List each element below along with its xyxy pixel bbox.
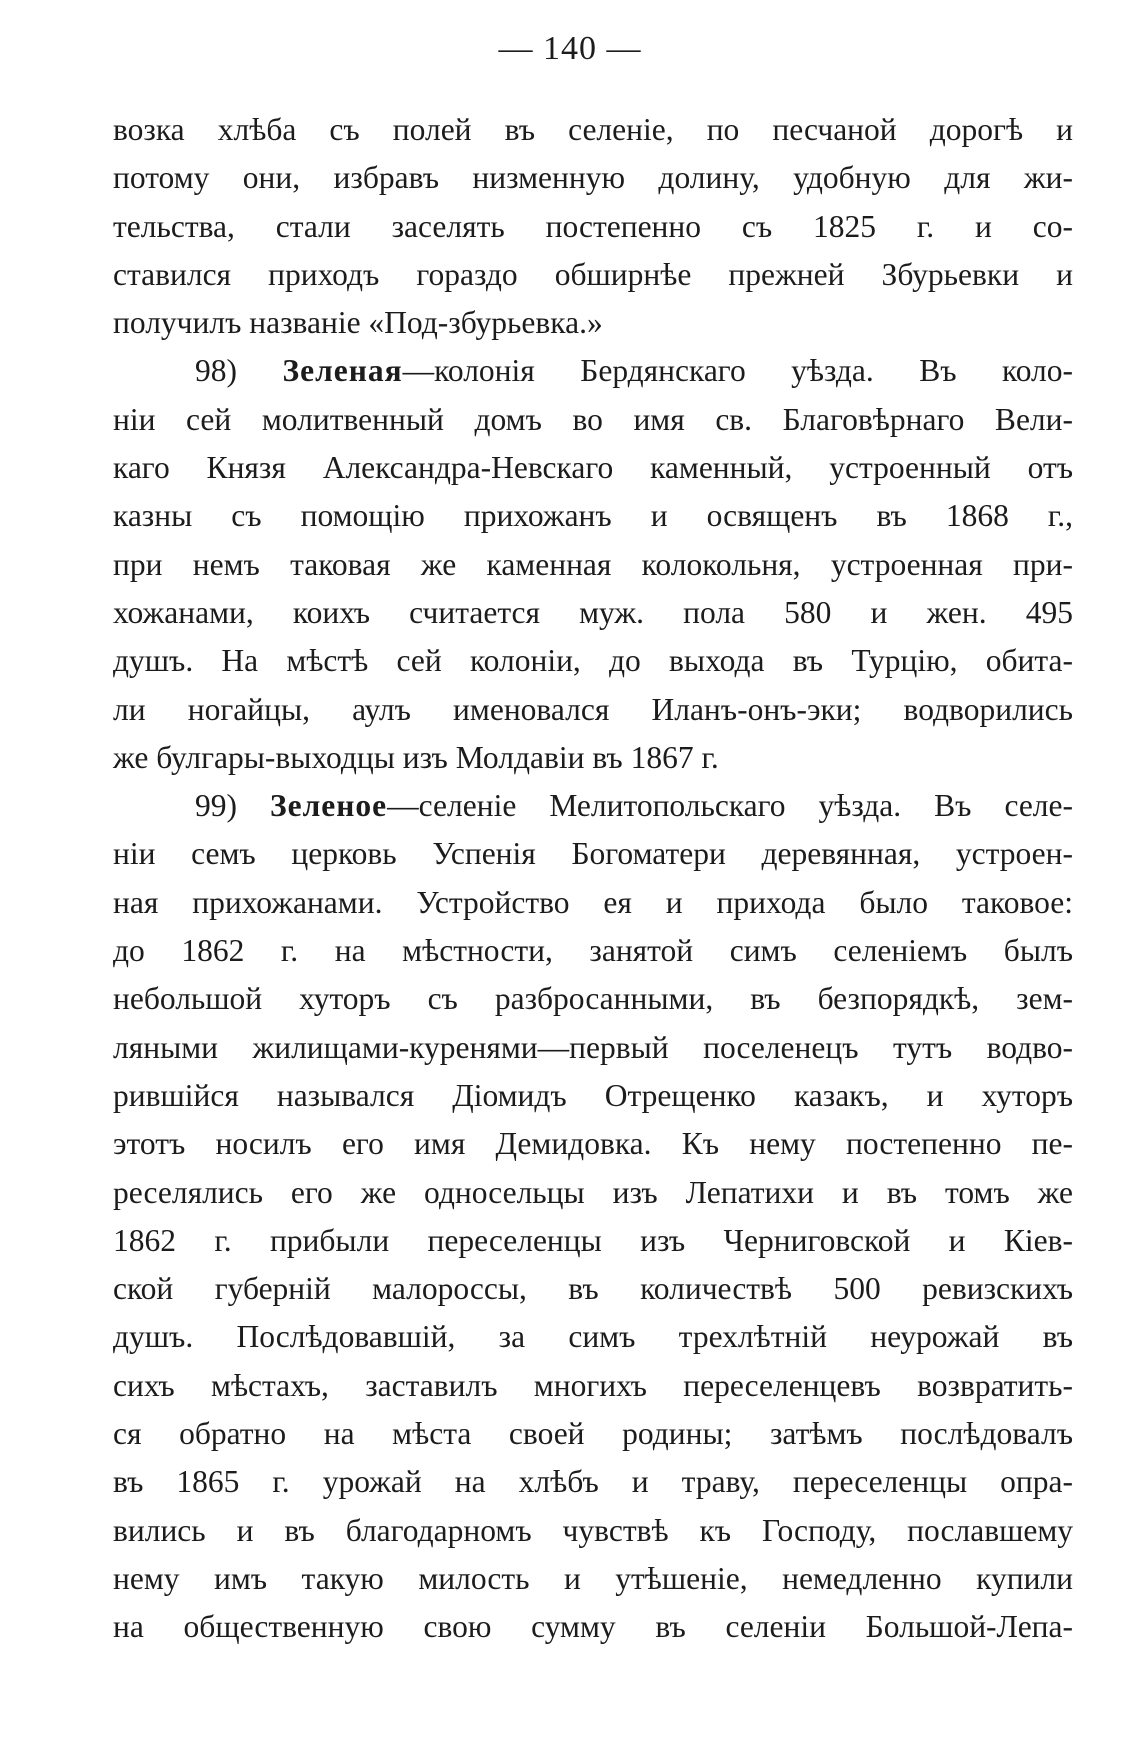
entry-heading-rest: —колонія Бердянскаго уѣзда. Въ коло-	[402, 353, 1073, 389]
text-line: 1862 г. прибыли переселенцы изъ Черниговской и Кіев-	[113, 1222, 1073, 1258]
entry-heading-line	[113, 347, 1073, 395]
text-line: потому они, избравъ низменную долину, удобную для жи-	[113, 160, 1073, 196]
text-line: на общественную свою сумму въ селеніи Большой-Лепа-	[113, 1609, 1073, 1645]
text-line: каго Князя Александра-Невскаго каменный, устроенный отъ	[113, 450, 1073, 486]
text-line: ляными жилищами-куренями—первый поселенецъ тутъ водво-	[113, 1029, 1073, 1065]
text-line: въ 1865 г. урожай на хлѣбъ и траву, переселенцы опра-	[113, 1464, 1073, 1500]
text-line: казны съ помощію прихожанъ и освященъ въ 1868 г.,	[113, 498, 1073, 534]
text-line: душъ. Послѣдовавшій, за симъ трехлѣтній неурожай въ	[113, 1319, 1073, 1355]
text-line: ли ногайцы, аулъ именовался Иланъ-онъ-эки; водворились	[113, 691, 1073, 727]
entry-number: 98)	[195, 353, 237, 389]
text-line: возка хлѣба съ полей въ селеніе, по песчаной дорогѣ и	[113, 112, 1073, 147]
body-text	[113, 106, 1073, 1652]
text-line: этотъ носилъ его имя Демидовка. Къ нему постепенно пе-	[113, 1126, 1073, 1162]
text-line: ской губерній малороссы, въ количествѣ 500 ревизскихъ	[113, 1271, 1073, 1307]
text-line: реселялись его же односельцы изъ Лепатихи и въ томъ же	[113, 1174, 1073, 1210]
entry-name: Зеленое	[270, 788, 388, 824]
text-line: ставился приходъ гораздо обширнѣе прежней Збурьевки и	[113, 256, 1073, 292]
entry-heading-rest: —селеніе Мелитопольскаго уѣзда. Въ селе-	[387, 788, 1073, 824]
text-line: нему имъ такую милость и утѣшеніе, немедленно купили	[113, 1560, 1073, 1596]
text-line: ная прихожанами. Устройство ея и прихода было таковое:	[113, 884, 1073, 920]
text-line: же булгары-выходцы изъ Молдавіи въ 1867 г.	[113, 739, 719, 775]
text-line: тельства, стали заселять постепенно съ 1825 г. и со-	[113, 208, 1073, 244]
text-line: до 1862 г. на мѣстности, занятой симъ селеніемъ былъ	[113, 933, 1073, 969]
entry-name: Зеленая	[282, 353, 403, 389]
page-number: — 140 —	[498, 30, 642, 67]
text-line: ніи сей молитвенный домъ во имя св. Благовѣрнаго Вели-	[113, 401, 1073, 437]
text-line: вились и въ благодарномъ чувствѣ къ Господу, пославшему	[113, 1512, 1073, 1548]
text-line: при немъ таковая же каменная колокольня, устроенная при-	[113, 546, 1073, 582]
entry-heading-line	[113, 782, 1073, 830]
text-line: душъ. На мѣстѣ сей колоніи, до выхода въ Турцію, обита-	[113, 643, 1073, 679]
text-line: получилъ названіе «Под-збурьевка.»	[113, 305, 603, 341]
text-line: хожанами, коихъ считается муж. пола 580 и жен. 495	[113, 594, 1073, 630]
text-line: ніи семъ церковь Успенія Богоматери деревянная, устроен-	[113, 836, 1073, 872]
text-line: ся обратно на мѣста своей родины; затѣмъ послѣдовалъ	[113, 1416, 1073, 1452]
text-line: рившійся назывался Діомидъ Отрещенко казакъ, и хуторъ	[113, 1077, 1073, 1113]
text-line: небольшой хуторъ съ разбросанными, въ безпорядкѣ, зем-	[113, 981, 1073, 1017]
text-line: сихъ мѣстахъ, заставилъ многихъ переселенцевъ возвратить-	[113, 1367, 1073, 1403]
entry-number: 99)	[195, 788, 237, 824]
